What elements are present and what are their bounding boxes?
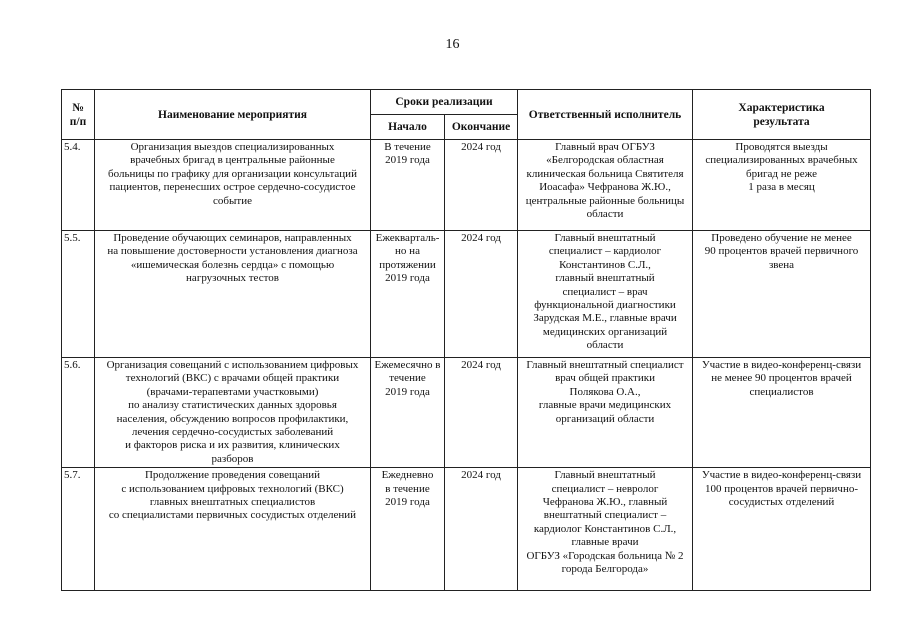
header-name: Наименование мероприятия — [95, 90, 371, 140]
header-num: № п/п — [62, 90, 95, 140]
row-name: Проведение обучающих семинаров, направленных на повышение достоверности установления диагноза «ишемическая болезнь сердца» с помощью нагрузочных тестов — [95, 231, 371, 358]
row-number: 5.7. — [62, 468, 95, 591]
table-row — [62, 231, 871, 358]
row-name: Организация выездов специализированных врачебных бригад в центральные районные больницы по графику для организации консультаций пациентов, перенесших острое сердечно-сосудистое событие — [95, 140, 371, 231]
row-result: Проведено обучение не менее 90 процентов врачей первичного звена — [693, 231, 871, 358]
header-start: Начало — [371, 115, 445, 140]
table-row — [62, 358, 871, 468]
header-end: Окончание — [445, 115, 518, 140]
row-result: Участие в видео-конференц-связи 100 процентов врачей первично- сосудистых отделений — [693, 468, 871, 591]
header-terms: Сроки реализации — [371, 90, 518, 115]
page-number: 16 — [445, 37, 460, 52]
row-number: 5.4. — [62, 140, 95, 231]
row-end: 2024 год — [445, 231, 518, 358]
activities-table — [61, 89, 871, 591]
header-row — [62, 90, 871, 115]
header-result: Характеристика результата — [693, 90, 871, 140]
row-start: В течение 2019 года — [371, 140, 445, 231]
row-number: 5.5. — [62, 231, 95, 358]
table-row — [62, 468, 871, 591]
row-responsible: Главный внештатный специалист – невролог Чефранова Ж.Ю., главный внештатный специалист – кардиолог Константинов С.Л., главные врачи ОГБУЗ «Городская больница № 2 города Белгорода» — [518, 468, 693, 591]
row-responsible: Главный врач ОГБУЗ «Белгородская областная клиническая больница Святителя Иоасафа» Чефранова Ж.Ю., центральные районные больницы области — [518, 140, 693, 231]
row-responsible: Главный внештатный специалист – кардиолог Константинов С.Л., главный внештатный специалист – врач функциональной диагностики Зарудская М.Е., главные врачи медицинских организаций области — [518, 231, 693, 358]
table-row — [62, 140, 871, 231]
row-name: Организация совещаний с использованием цифровых технологий (ВКС) с врачами общей практики (врачами-терапевтами участковыми) по анализу статистических данных здоровья населения, обсуждению вопросов профилактики, лечения сердечно-сосудистых заболеваний и факторов риска и их развития, клинических разборов — [95, 358, 371, 468]
row-end: 2024 год — [445, 140, 518, 231]
row-responsible: Главный внештатный специалист врач общей практики Полякова О.А., главные врачи медицинских организаций области — [518, 358, 693, 468]
row-number: 5.6. — [62, 358, 95, 468]
row-result: Проводятся выезды специализированных врачебных бригад не реже 1 раза в месяц — [693, 140, 871, 231]
row-start: Ежемесячно в течение 2019 года — [371, 358, 445, 468]
row-start: Ежедневно в течение 2019 года — [371, 468, 445, 591]
row-name: Продолжение проведения совещаний с использованием цифровых технологий (ВКС) главных внештатных специалистов со специалистами первичных сосудистых отделений — [95, 468, 371, 591]
header-responsible: Ответственный исполнитель — [518, 90, 693, 140]
row-end: 2024 год — [445, 468, 518, 591]
row-result: Участие в видео-конференц-связи не менее 90 процентов врачей специалистов — [693, 358, 871, 468]
row-start: Ежекварталь- но на протяжении 2019 года — [371, 231, 445, 358]
row-end: 2024 год — [445, 358, 518, 468]
